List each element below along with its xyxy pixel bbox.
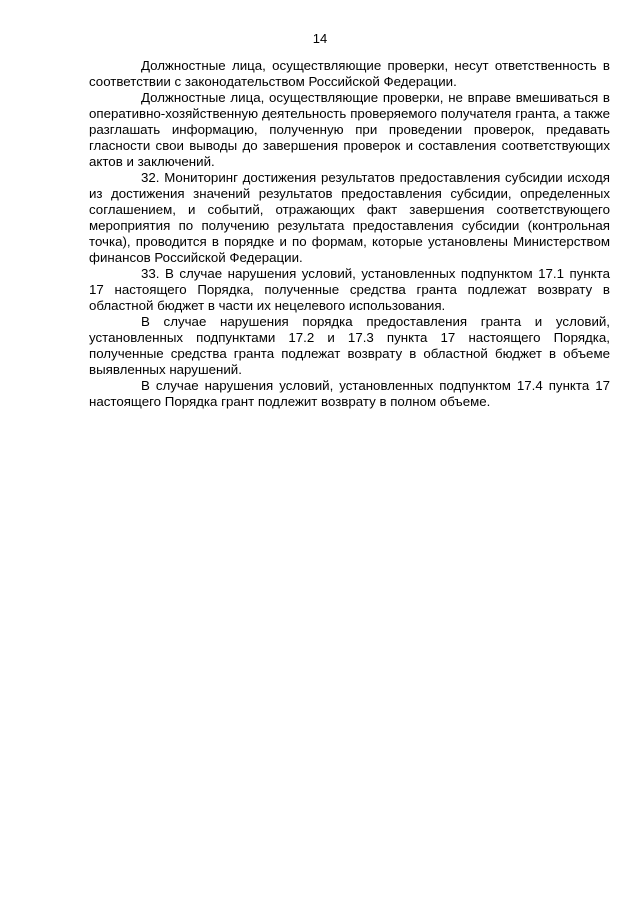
page-number: 14 xyxy=(312,31,328,46)
paragraph-inspector-restrictions: Должностные лица, осуществляющие проверки, не вправе вмешиваться в оперативно-хозяйственную деятельность проверяемого получателя гранта, а также разглашать информацию, полученную при проведении проверок, предавать гласности свои выводы до завершения проверок и составления соответствующих актов и заключений. xyxy=(89,90,610,169)
paragraph-full-return: В случае нарушения условий, установленных подпунктом 17.4 пункта 17 настоящего Порядка грант подлежит возврату в полном объеме. xyxy=(89,378,610,409)
paragraph-32-monitoring: 32. Мониторинг достижения результатов предоставления субсидии исходя из достижения значений результатов предоставления субсидии, определенных соглашением, и событий, отражающих факт завершения соответствующего мероприятия по получению результата предоставления субсидии (контрольная точка), проводится в порядке и по формам, которые установлены Министерством финансов Российской Федерации. xyxy=(89,170,610,265)
paragraph-33-misuse-return: 33. В случае нарушения условий, установленных подпунктом 17.1 пункта 17 настоящего Порядка, полученные средства гранта подлежат возврату в областной бюджет в части их нецелевого использования. xyxy=(89,266,610,313)
paragraph-responsibility: Должностные лица, осуществляющие проверки, несут ответственность в соответствии с законодательством Российской Федерации. xyxy=(89,58,610,89)
paragraph-violation-return: В случае нарушения порядка предоставления гранта и условий, установленных подпунктами 17.2 и 17.3 пункта 17 настоящего Порядка, полученные средства гранта подлежат возврату в областной бюджет в объеме выявленных нарушений. xyxy=(89,314,610,377)
document-body xyxy=(89,58,610,410)
